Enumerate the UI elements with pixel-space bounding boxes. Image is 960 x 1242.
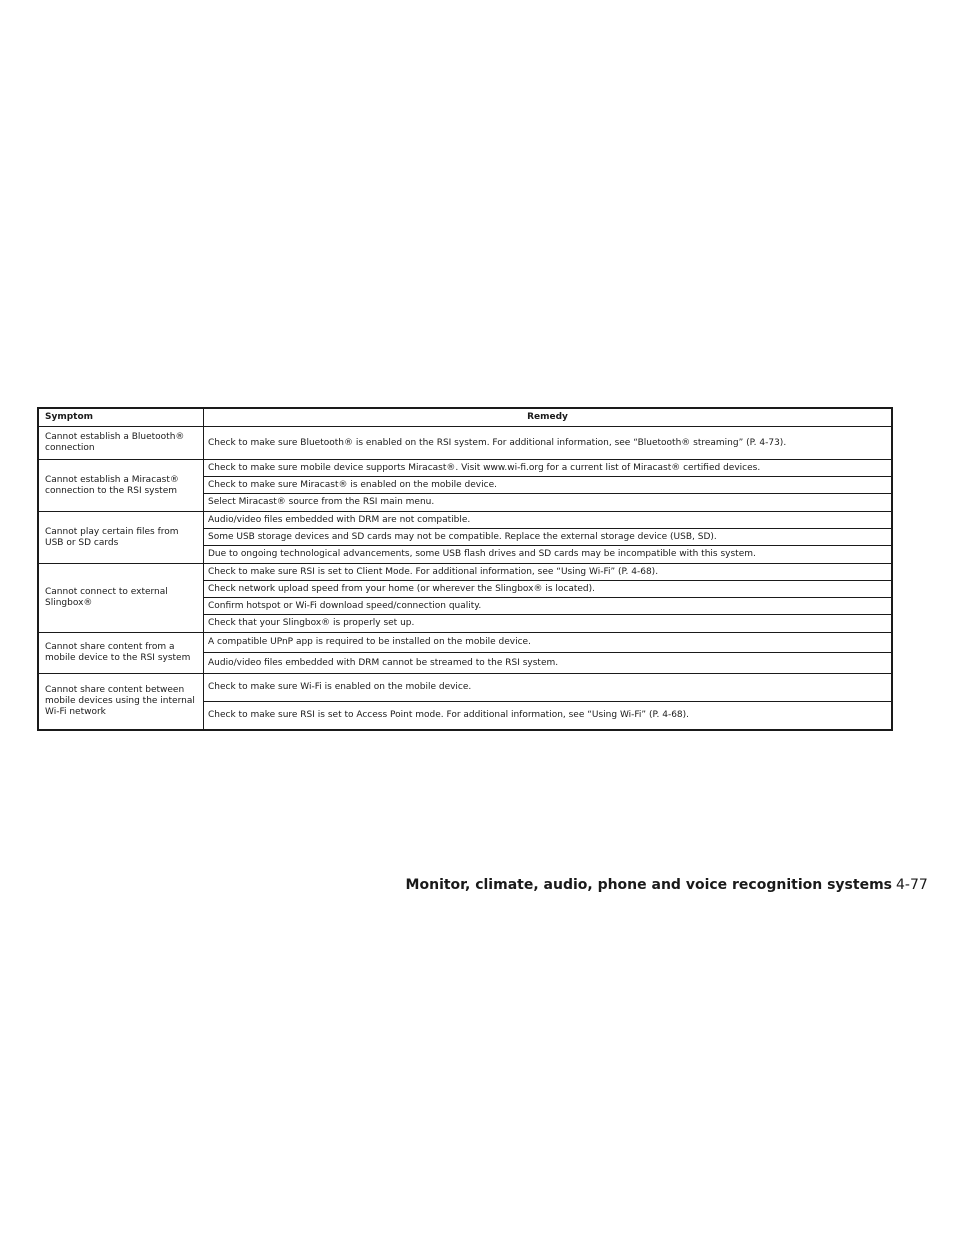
table-row (39, 564, 891, 633)
table-row (39, 633, 891, 674)
remedy-cell (203, 512, 891, 563)
symptom-cell: Cannot share content between mobile devices using the internal Wi-Fi network (45, 685, 195, 717)
table-header (39, 409, 891, 427)
header-remedy: Remedy (203, 409, 891, 426)
remedy-item: Check to make sure Miracast® is enabled on the mobile device. (204, 477, 891, 494)
remedy-item: Confirm hotspot or Wi-Fi download speed/connection quality. (204, 598, 891, 615)
remedy-item: Check to make sure RSI is set to Access Point mode. For additional information, see “Using Wi-Fi” (P. 4-68). (208, 710, 690, 720)
symptom-cell: Cannot establish a Miracast® connection to the RSI system (45, 474, 179, 496)
table-row (39, 512, 891, 564)
remedy-cell (203, 564, 891, 632)
table-row (39, 674, 891, 729)
remedy-item: Check network upload speed from your home (or wherever the Slingbox® is located). (204, 581, 891, 598)
remedy-item: Check that your Slingbox® is properly set up. (208, 618, 415, 628)
symptom-cell: Cannot establish a Bluetooth® connection (45, 432, 185, 453)
remedy-item: Check to make sure mobile device supports Miracast®. Visit www.wi-fi.org for a current list of Miracast® certified devices. (204, 460, 891, 477)
table-row (39, 427, 891, 460)
remedy-item: Check to make sure RSI is set to Client Mode. For additional information, see “Using Wi-Fi” (P. 4-68). (204, 564, 891, 581)
remedy-item: Select Miracast® source from the RSI main menu. (208, 497, 435, 507)
symptom-cell: Cannot connect to external Slingbox® (45, 587, 168, 608)
remedy-item: Check to make sure Wi-Fi is enabled on the mobile device. (204, 674, 891, 702)
remedy-item: Check to make sure Bluetooth® is enabled on the RSI system. For additional information, see “Bluetooth® streaming” (P. 4-73). (208, 437, 787, 448)
symptom-cell: Cannot play certain files from USB or SD cards (45, 526, 179, 548)
remedy-item: Audio/video files embedded with DRM are not compatible. (204, 512, 891, 529)
remedy-item: Audio/video files embedded with DRM cannot be streamed to the RSI system. (208, 657, 559, 668)
troubleshooting-table (37, 407, 893, 731)
remedy-item: Some USB storage devices and SD cards may not be compatible. Replace the external storage device (USB, SD). (204, 529, 891, 546)
page-number: 4-77 (896, 877, 928, 893)
remedy-cell (203, 674, 891, 729)
remedy-cell (203, 633, 891, 673)
section-title: Monitor, climate, audio, phone and voice recognition systems (405, 877, 892, 893)
header-symptom: Symptom (45, 412, 94, 422)
remedy-cell (203, 460, 891, 511)
remedy-cell (203, 427, 891, 459)
symptom-cell: Cannot share content from a mobile device to the RSI system (45, 642, 191, 663)
remedy-item: Due to ongoing technological advancements, some USB flash drives and SD cards may be incompatible with this system. (208, 549, 756, 559)
table-row (39, 460, 891, 512)
remedy-item: A compatible UPnP app is required to be installed on the mobile device. (204, 633, 891, 653)
